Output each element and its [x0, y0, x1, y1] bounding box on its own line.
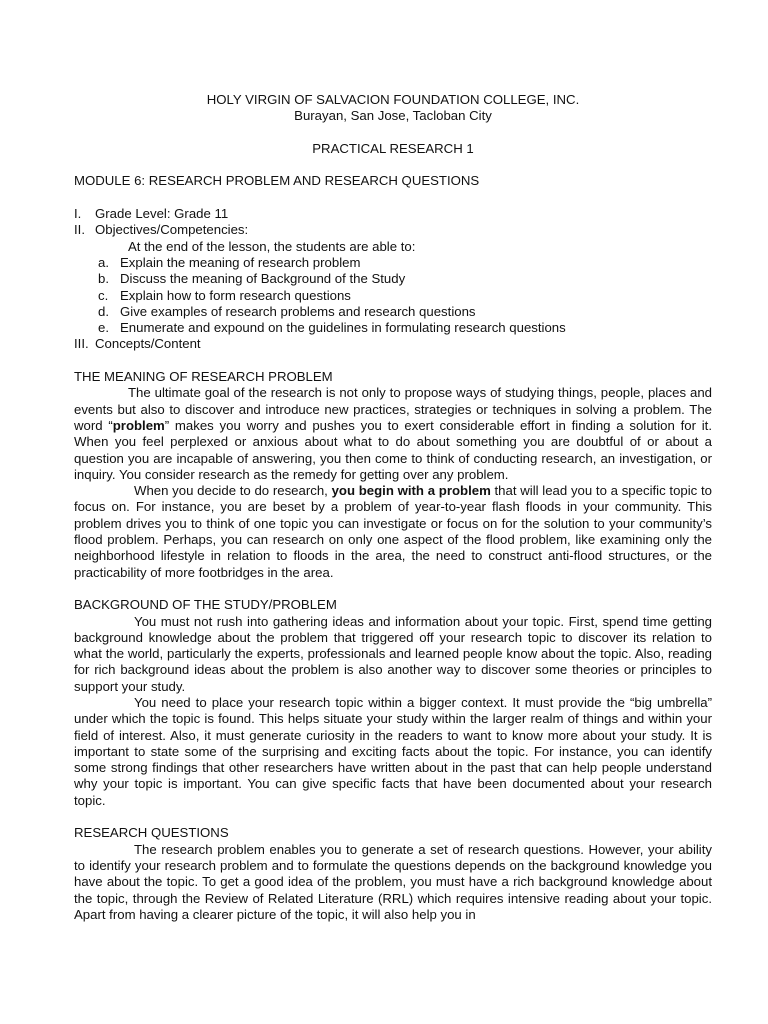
objective-item	[74, 304, 712, 320]
spacer	[74, 353, 712, 369]
objective-text: Enumerate and expound on the guidelines in formulating research questions	[120, 320, 566, 336]
outline-text: Concepts/Content	[95, 336, 201, 352]
outline-marker: I.	[74, 206, 82, 222]
objective-text: Discuss the meaning of Background of the Study	[120, 271, 406, 287]
outline-marker: III.	[74, 336, 89, 352]
spacer	[74, 581, 712, 597]
spacer	[74, 125, 712, 141]
objective-marker: a.	[98, 254, 109, 270]
text-run: that will lead you to a specific topic to focus on. For instance, you are beset by a problem of year-to-year flash floods in your community. This problem drives you to think of one topic you can investigate or focus on for the solution to your community’s flood problem. Perhaps, you can research on only one aspect of the flood problem, like examining only the neighborhood lifestyle in relation to floods in the area, the need to construct anti-flood structures, or the practicability of more footbridges in the area.	[74, 483, 712, 580]
section-heading-meaning: THE MEANING OF RESEARCH PROBLEM	[74, 369, 333, 385]
objective-marker: c.	[98, 287, 109, 303]
objective-text: Explain the meaning of research problem	[120, 254, 361, 270]
objective-text: Give examples of research problems and research questions	[120, 303, 476, 319]
subject-title: PRACTICAL RESEARCH 1	[312, 140, 474, 156]
paragraph: You need to place your research topic within a bigger context. It must provide the “big umbrella” under which the topic is found. This helps situate your study within the larger realm of things and within your field of interest. Also, it must generate curiosity in the readers to want to know more about your study. It is important to state some of the surprising and exciting facts about the topic. For instance, you can identify some strong findings that other researchers have written about in the past that can help people understand why your topic is important. You can give specific facts that have been documented about your research topic.	[74, 694, 712, 808]
paragraph	[74, 385, 712, 483]
text-run: When you decide to do research,	[134, 483, 332, 499]
document-page	[74, 92, 712, 923]
outline-marker: II.	[74, 222, 85, 238]
objective-item	[74, 288, 712, 304]
section-heading-background: BACKGROUND OF THE STUDY/PROBLEM	[74, 597, 337, 613]
objective-item	[74, 255, 712, 271]
outline-item-grade	[74, 206, 712, 222]
spacer	[74, 157, 712, 173]
outline-text: Objectives/Competencies:	[95, 222, 249, 238]
emphasis-text: problem	[112, 417, 165, 433]
objective-item	[74, 271, 712, 287]
objective-marker: d.	[98, 303, 109, 319]
spacer	[74, 809, 712, 825]
paragraph: The research problem enables you to generate a set of research questions. However, your ability to identify your research problem and to formulate the questions depends on the background knowledge you have about the topic. To get a good idea of the problem, you must have a rich background knowledge about the topic, through the Review of Related Literature (RRL) which requires intensive reading about your topic. Apart from having a clearer picture of the topic, it will also help you in	[74, 841, 712, 922]
module-title: MODULE 6: RESEARCH PROBLEM AND RESEARCH QUESTIONS	[74, 173, 480, 189]
spacer	[74, 190, 712, 206]
institution-name: HOLY VIRGIN OF SALVACION FOUNDATION COLLEGE, INC.	[206, 92, 580, 107]
institution-address: Burayan, San Jose, Tacloban City	[294, 108, 492, 124]
objective-text: Explain how to form research questions	[120, 287, 351, 303]
text-run: The ultimate goal of the research is not only to propose ways of studying things, people, places and events but also to discover and introduce new practices, strategies or techniques in solving a problem. The word “	[74, 385, 712, 433]
outline-item-concepts	[74, 336, 712, 352]
objective-marker: e.	[98, 320, 109, 336]
outline-text: Grade Level: Grade 11	[95, 206, 229, 222]
paragraph: You must not rush into gathering ideas and information about your topic. First, spend time getting background knowledge about the problem that triggered off your research topic to discover its relation to what the world, particularly the experts, professionals and learned people know about the topic. Also, reading for rich background ideas about the problem is also another way to discover some theories or principles to support your study.	[74, 613, 712, 694]
outline-item-objectives	[74, 222, 712, 238]
section-heading-questions: RESEARCH QUESTIONS	[74, 825, 229, 841]
emphasis-text: you begin with a problem	[331, 483, 491, 499]
text-run: ” makes you worry and pushes you to exert considerable effort in finding a solution for it. When you feel perplexed or anxious about what to do about something you are doubtful of or about a question you are incapable of answering, you then come to think of conducting research, an investigation, or inquiry. You consider research as the remedy for getting over any problem.	[74, 417, 712, 482]
objectives-intro: At the end of the lesson, the students are able to:	[128, 238, 416, 254]
paragraph	[74, 483, 712, 581]
objective-item	[74, 320, 712, 336]
objective-marker: b.	[98, 271, 109, 287]
